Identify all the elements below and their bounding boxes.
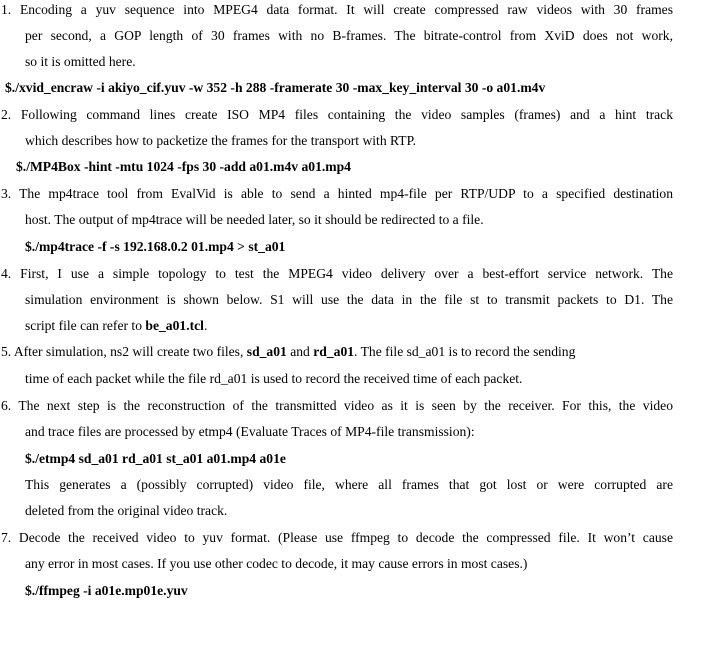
item-4-line-3-end: . bbox=[203, 318, 208, 333]
item-2-line-2: which describes how to packetize the frames for the transport with RTP. bbox=[25, 133, 417, 148]
item-3-line-1: 3. The mp4trace tool from EvalVid is able to send a hinted mp4-file per RTP/UDP to a specified destination bbox=[1, 186, 673, 201]
item-5-file-rd: rd_a01 bbox=[313, 344, 355, 359]
item-5-line-1-a: 5. After simulation, ns2 will create two files, bbox=[1, 344, 247, 359]
item-5-line-2: time of each packet while the file rd_a01 is used to record the received time of each packet. bbox=[25, 371, 523, 386]
item-6-after-line-1: This generates a (possibly corrupted) video file, where all frames that got lost or were corrupted are bbox=[25, 477, 673, 492]
item-5-file-sd: sd_a01 bbox=[246, 344, 287, 359]
item-3-command: $./mp4trace -f -s 192.168.0.2 01.mp4 > st_a01 bbox=[25, 239, 286, 254]
item-4-line-2: simulation environment is shown below. S1 will use the data in the file st to transmit packets to D1. The bbox=[25, 292, 673, 307]
item-7-line-2: any error in most cases. If you use other codec to decode, it may cause errors in most cases.) bbox=[25, 556, 528, 571]
item-4-line-3 bbox=[25, 316, 207, 336]
item-2-command: $./MP4Box -hint -mtu 1024 -fps 30 -add a01.m4v a01.mp4 bbox=[16, 159, 351, 174]
item-4-line-3-text: script file can refer to bbox=[25, 318, 146, 333]
item-1-line-2: per second, a GOP length of 30 frames with no B-frames. The bitrate-control from XviD does not work, bbox=[25, 28, 673, 43]
item-4-line-1: 4. First, I use a simple topology to test the MPEG4 video delivery over a best-effort service network. The bbox=[1, 266, 673, 281]
item-6-line-1: 6. The next step is the reconstruction of the transmitted video as it is seen by the receiver. For this, the video bbox=[1, 398, 673, 413]
item-5-line-1-c: . The file sd_a01 is to record the sending bbox=[354, 344, 576, 359]
item-7-line-1: 7. Decode the received video to yuv format. (Please use ffmpeg to decode the compressed file. It won’t cause bbox=[1, 530, 673, 545]
item-1-line-3: so it is omitted here. bbox=[25, 54, 136, 69]
item-1-command: $./xvid_encraw -i akiyo_cif.yuv -w 352 -h 288 -framerate 30 -max_key_interval 30 -o a01.m4v bbox=[5, 80, 546, 95]
item-6-command: $./etmp4 sd_a01 rd_a01 st_a01 a01.mp4 a01e bbox=[25, 451, 286, 466]
item-4-script-filename: be_a01.tcl bbox=[145, 318, 204, 333]
item-6-line-2: and trace files are processed by etmp4 (Evaluate Traces of MP4-file transmission): bbox=[25, 424, 475, 439]
item-5-line-1 bbox=[1, 342, 575, 362]
item-3-line-2: host. The output of mp4trace will be needed later, so it should be redirected to a file. bbox=[25, 212, 484, 227]
item-7-command: $./ffmpeg -i a01e.mp01e.yuv bbox=[25, 583, 188, 598]
item-5-line-1-mid: and bbox=[286, 344, 314, 359]
item-6-after-line-2: deleted from the original video track. bbox=[25, 503, 228, 518]
item-2-line-1: 2. Following command lines create ISO MP4 files containing the video samples (frames) and a hint track bbox=[1, 107, 673, 122]
item-1-line-1: 1. Encoding a yuv sequence into MPEG4 data format. It will create compressed raw videos with 30 frames bbox=[1, 2, 673, 17]
